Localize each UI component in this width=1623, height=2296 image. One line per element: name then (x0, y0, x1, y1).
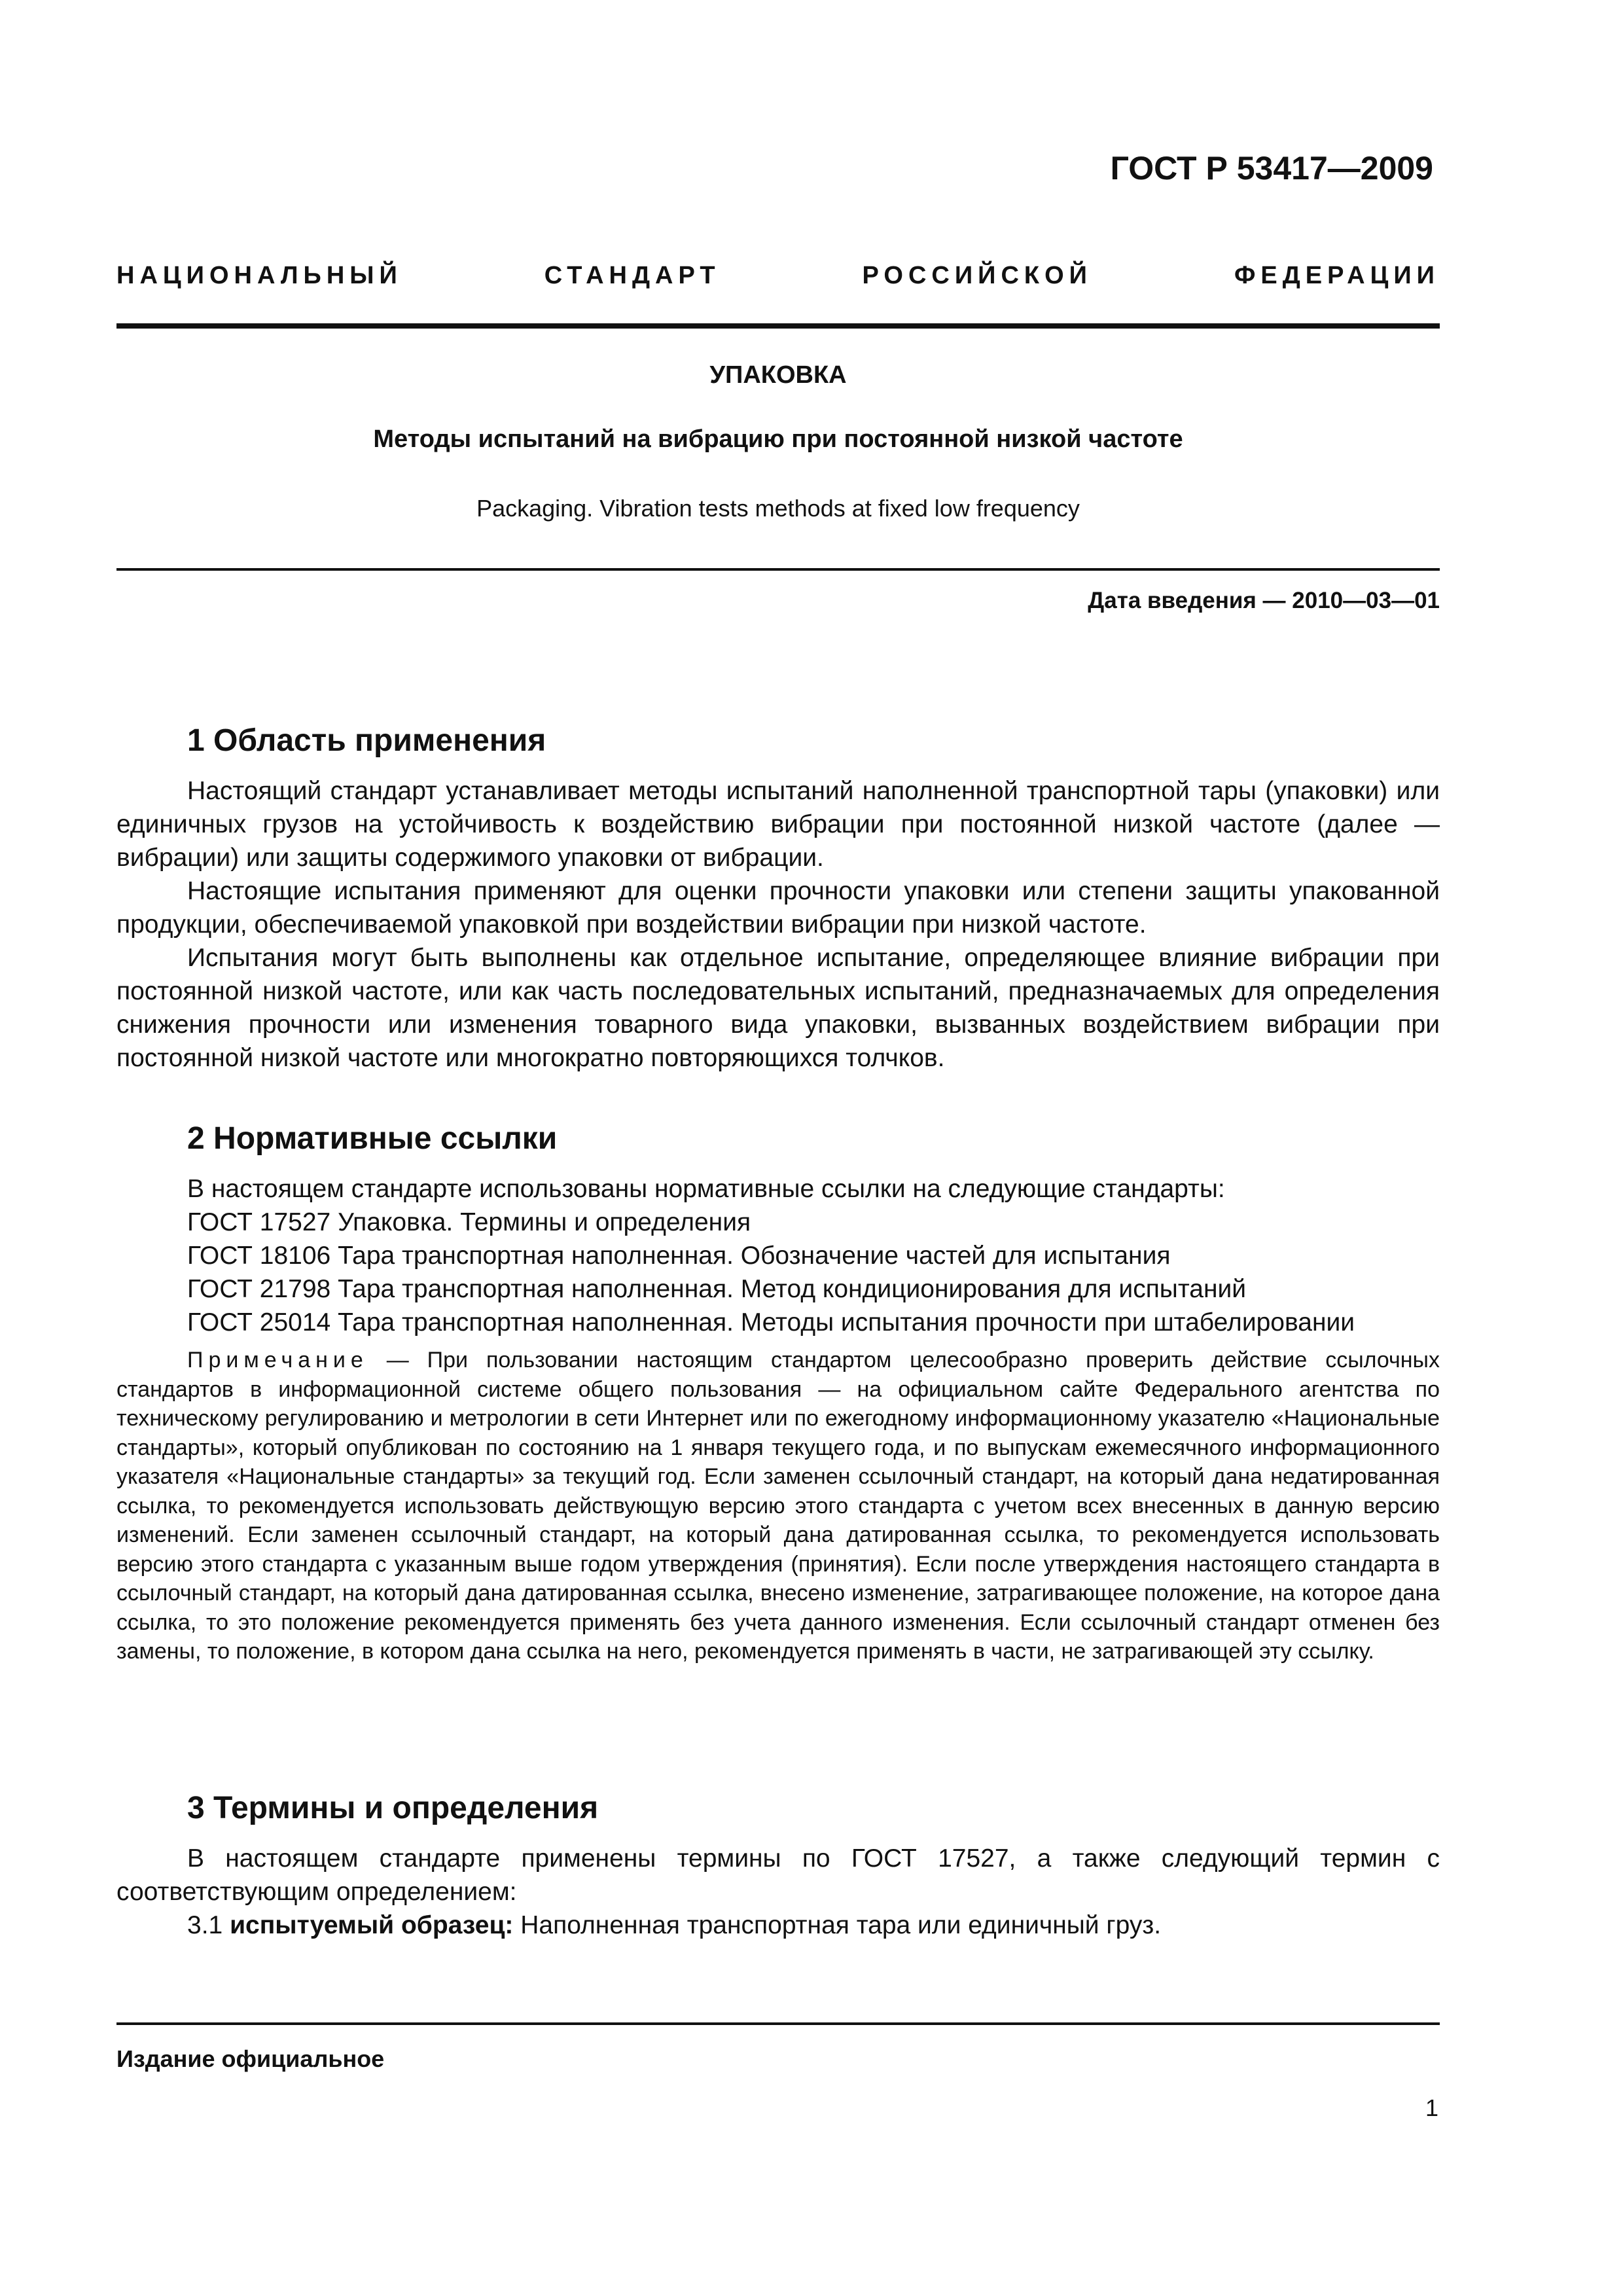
edition-label: Издание официальное (116, 2045, 385, 2072)
paragraph: Настоящий стандарт устанавливает методы испытаний наполненной транспортной тары (упаковки) или единичных грузов на устойчивость к воздействию вибрации при постоянной низкой частоте (далее — вибрации) или защиты содержимого упаковки от вибрации. (116, 777, 1440, 872)
introduction-date: Дата введения — 2010—03—01 (1088, 588, 1440, 613)
reference-item: ГОСТ 17527 Упаковка. Термины и определения (187, 1208, 751, 1236)
note-text: — При пользовании настоящим стандартом целесообразно проверить действие ссылочных стандартов в информационной системе общего пользования — на официальном сайте Федерального агентства по техническому регулированию и метрологии в сети Интернет или по ежегодному информационному указателю «Национальные стандарты», который опубликован по состоянию на 1 января текущего года, и по выпускам ежемесячного информационного указателя «Национальные стандарты» за текущий год. Если заменен ссылочный стандарт, на который дана недатированная ссылка, то рекомендуется использовать действующую версию этого стандарта с учетом всех внесенных в данную версию изменений. Если заменен ссылочный стандарт, на который дана датированная ссылка, то рекомендуется использовать версию этого стандарта с указанным выше годом утверждения (принятия). Если после утверждения настоящего стандарта в ссылочный стандарт, на который дана датированная ссылка, внесено изменение, затрагивающее положение, на которое дана ссылка, то это положение рекомендуется применять без учета данного изменения. Если ссылочный стандарт отменен без замены, то положение, в котором дана ссылка на него, рекомендуется применять в части, не затрагивающей эту ссылку. (116, 1348, 1440, 1664)
reference-item: ГОСТ 18106 Тара транспортная наполненная. Обозначение частей для испытания (187, 1242, 1171, 1270)
title-divider (116, 568, 1440, 571)
document-number: ГОСТ Р 53417—2009 (1110, 150, 1433, 187)
national-heading-word: НАЦИОНАЛЬНЫЙ (116, 262, 402, 289)
term-definition (116, 1909, 1440, 1942)
national-heading-word: СТАНДАРТ (544, 262, 721, 289)
section-heading: 1 Область применения (187, 723, 546, 758)
national-standard-heading (116, 262, 1440, 290)
paragraph: В настоящем стандарте использованы нормативные ссылки на следующие стандарты: (187, 1175, 1225, 1203)
paragraph: Испытания могут быть выполнены как отдельное испытание, определяющее влияние вибрации при постоянной низкой частоте, или как часть последовательных испытаний, предназначаемых для определения снижения прочности или изменения товарного вида упаковки, вызванных воздействием вибрации при постоянной низкой частоте или многократно повторяющихся толчков. (116, 944, 1440, 1072)
header-divider (116, 323, 1440, 329)
reference-item: ГОСТ 21798 Тара транспортная наполненная. Метод кондиционирования для испытаний (187, 1275, 1247, 1303)
national-heading-word: РОССИЙСКОЙ (862, 262, 1092, 289)
section-terms (116, 1790, 1440, 1942)
paragraph: В настоящем стандарте применены термины по ГОСТ 17527, а также следующий термин с соответствующим определением: (116, 1844, 1440, 1906)
note (116, 1346, 1440, 1666)
section-heading: 3 Термины и определения (187, 1791, 599, 1825)
footer-divider (116, 2022, 1440, 2025)
section-scope (116, 723, 1440, 1075)
page-number: 1 (1425, 2094, 1438, 2121)
document-title-english: Packaging. Vibration tests methods at fixed low frequency (476, 495, 1080, 522)
note-label: Примечание (187, 1348, 368, 1372)
national-heading-word: ФЕДЕРАЦИИ (1234, 262, 1440, 289)
paragraph: Настоящие испытания применяют для оценки прочности упаковки или степени защиты упакованной продукции, обеспечиваемой упаковкой при воздействии вибрации при низкой частоте. (116, 877, 1440, 939)
section-heading: 2 Нормативные ссылки (187, 1121, 558, 1156)
term-number: 3.1 (187, 1911, 230, 1939)
term-name: испытуемый образец: (230, 1911, 514, 1939)
section-normative-references (116, 1121, 1440, 1666)
document-subtitle: Методы испытаний на вибрацию при постоянной низкой частоте (373, 425, 1183, 453)
document-title: УПАКОВКА (709, 361, 847, 389)
term-text: Наполненная транспортная тара или единичный груз. (513, 1911, 1162, 1939)
reference-item: ГОСТ 25014 Тара транспортная наполненная. Методы испытания прочности при штабелировании (187, 1308, 1355, 1336)
